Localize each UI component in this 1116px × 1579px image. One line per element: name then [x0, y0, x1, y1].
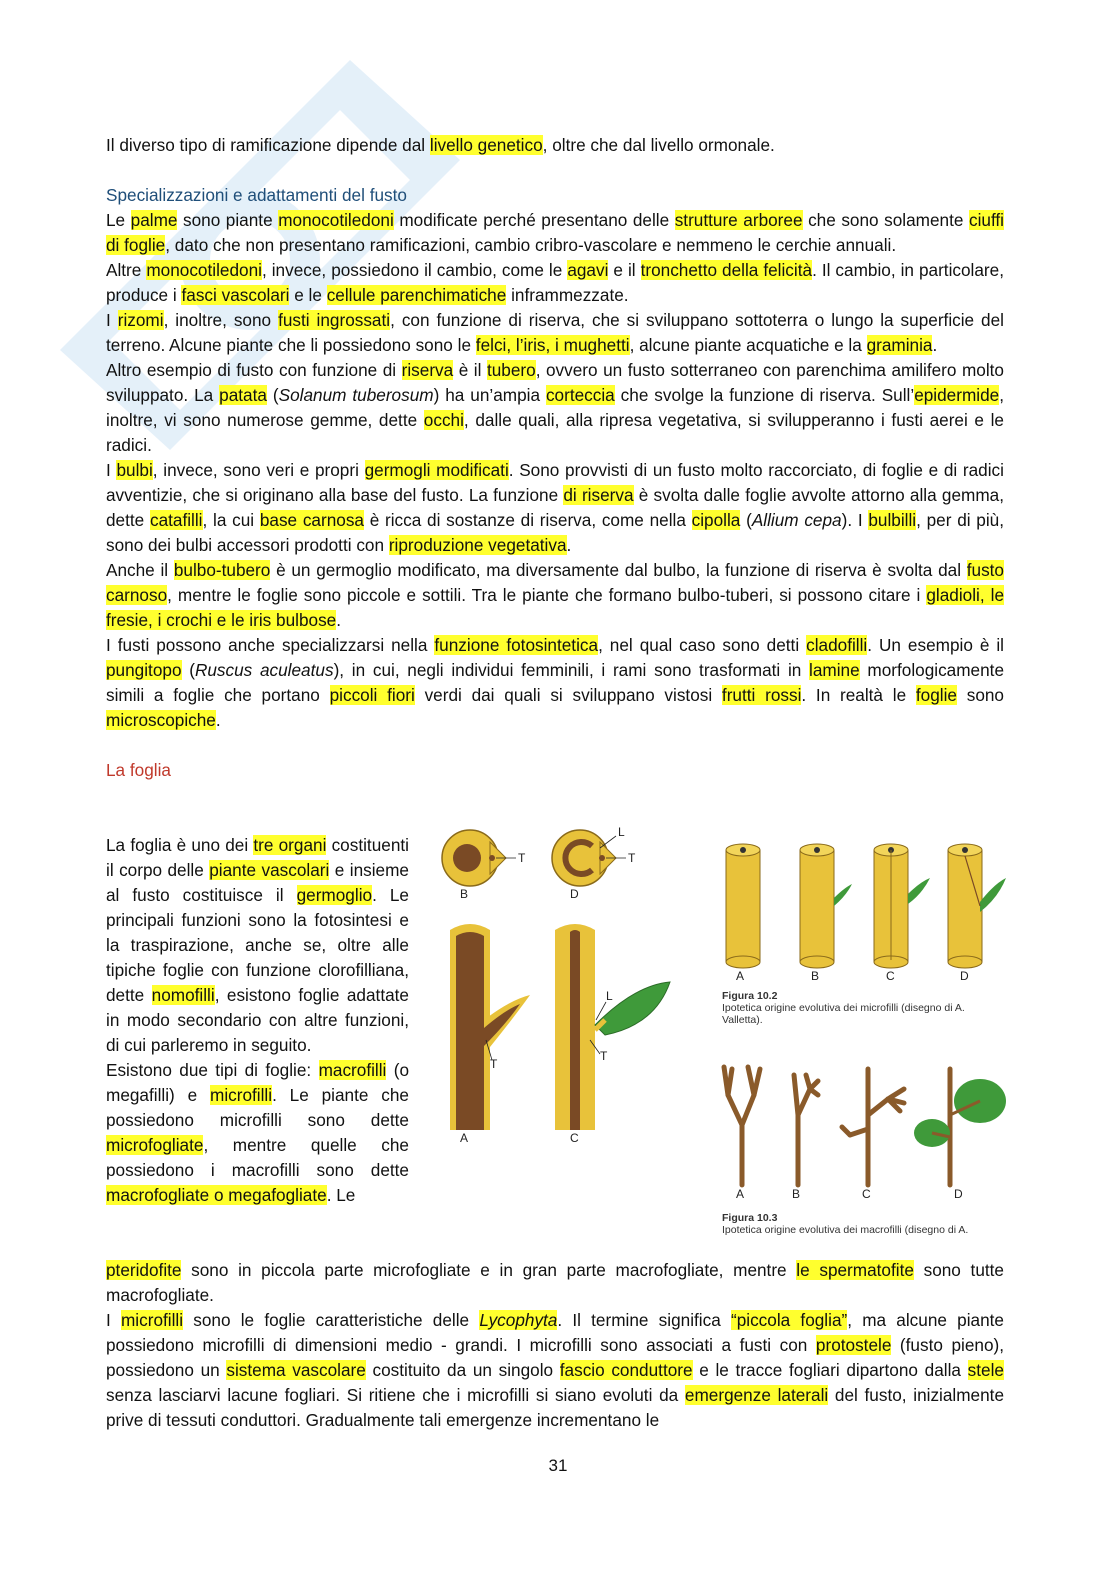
text-segment: del fusto, inizialmente prive di tessuti conduttori. Gradualmente tali emergenze incrementano le [106, 1385, 1005, 1430]
highlighted-term: lamine [809, 660, 860, 680]
text-segment: sono piante [177, 210, 279, 230]
text-segment: . Il cambio, in particolare, produce i [106, 260, 1004, 305]
text-segment: . In realtà le [801, 685, 916, 705]
text-segment: , dato che non presentano ramificazioni, cambio cribro-vascolare e nemmeno le cerchie annuali. [165, 235, 897, 255]
macrofill-branch-b [794, 1075, 818, 1185]
text-segment: , la cui [202, 510, 260, 530]
highlighted-term: cellule parenchimatiche [326, 285, 507, 305]
highlighted-term: base carnosa [259, 510, 364, 530]
highlighted-term: fasci vascolari [181, 285, 290, 305]
highlighted-term: graminia [866, 335, 933, 355]
text-segment: è svolta dalle foglie avvolte attorno alla gemma, dette [106, 485, 1004, 530]
highlighted-term: rizomi [117, 310, 164, 330]
section-title-fusto: Specializzazioni e adattamenti del fusto [106, 185, 407, 205]
text-segment: Altro esempio di fusto con funzione di [106, 360, 402, 380]
text-segment: è un germoglio modificato, ma diversamente dal bulbo, la funzione di riserva è svolta dal [270, 560, 967, 580]
fig102-label-d: D [960, 969, 969, 983]
text-segment: Esistono due tipi di foglie: [106, 1060, 319, 1080]
text-segment: costituito da un singolo [365, 1360, 560, 1380]
highlighted-term: bulbo-tubero [173, 560, 271, 580]
highlighted-term: di riserva [563, 485, 634, 505]
highlighted-term: funzione fotosintetica [434, 635, 599, 655]
highlighted-term: piccoli fiori [329, 685, 415, 705]
microfill-cylinder-c [874, 844, 930, 968]
highlighted-term: occhi [423, 410, 464, 430]
highlighted-term: pungitopo [106, 660, 182, 680]
text-segment: , invece, possiedono il cambio, come le [261, 260, 568, 280]
text-segment: ( [266, 385, 279, 405]
highlighted-term: tronchetto della felicità [640, 260, 813, 280]
text-segment: Il diverso tipo di ramificazione dipende dal [106, 135, 430, 155]
highlighted-term: bulbilli [868, 510, 917, 530]
fig103-caption: Ipotetica origine evolutiva dei macrofilli (disegno di A. [722, 1224, 969, 1236]
text-segment: . Le piante che possiedono microfilli sono dette [106, 1085, 409, 1130]
text-segment: Anche il [106, 560, 174, 580]
highlighted-term: ciuffi di foglie [106, 210, 1004, 255]
label-t4: T [600, 1049, 608, 1063]
microfill-cylinder-b [800, 844, 852, 968]
highlighted-term: microfilli [120, 1310, 184, 1330]
fig103-label-a: A [736, 1187, 745, 1200]
text-segment: (fusto pieno), possiedono un [106, 1335, 1005, 1380]
macrofill-branch-a [724, 1067, 760, 1185]
paragraph-palme [106, 208, 1004, 258]
text-segment: e le tracce fogliari dipartono dalla [692, 1360, 968, 1380]
paragraph-pteridofite [106, 1258, 1004, 1308]
paragraph-tubero [106, 358, 1004, 458]
text-segment: . Il termine significa [557, 1310, 731, 1330]
text-segment: , esistono foglie adattate in modo secondario con altre funzioni, di cui parleremo in seguito. [106, 985, 409, 1055]
highlighted-term: catafilli [149, 510, 203, 530]
text-segment: è il [453, 360, 487, 380]
text-segment: , oltre che dal livello ormonale. [542, 135, 775, 155]
fig103-title: Figura 10.3 [722, 1212, 778, 1224]
text-segment: . Sono provvisti di un fusto molto raccorciato, di foglie e di radici avventizie, che si originano alla base del fusto. La funzione [106, 460, 1004, 505]
text-segment: I [106, 310, 118, 330]
text-segment: ( [740, 510, 752, 530]
text-segment: , mentre le foglie sono piccole e sottili. Tra le piante che formano bulbo-tuberi, si possono citare i [167, 585, 927, 605]
text-segment: sono le foglie caratteristiche delle [183, 1310, 480, 1330]
highlighted-term: germoglio [296, 885, 373, 905]
highlighted-term: foglie [915, 685, 957, 705]
text-segment: e il [608, 260, 641, 280]
cross-section-d [552, 830, 626, 886]
label-t2: T [628, 851, 636, 865]
text-segment: I [106, 460, 117, 480]
label-l2: L [606, 989, 613, 1003]
highlighted-term: monocotiledoni [278, 210, 394, 230]
fig102-label-c: C [886, 969, 895, 983]
page-number: 31 [548, 1456, 568, 1475]
bottom-text-block [106, 1258, 1004, 1433]
text-segment: è ricca di sostanze di riserva, come nella [363, 510, 692, 530]
fig102-caption: Ipotetica origine evolutiva dei microfilli (disegno di A. Valletta). [722, 1002, 965, 1026]
text-segment: Solanum tuberosum [278, 385, 434, 405]
highlighted-term: Lycophyta [479, 1310, 558, 1330]
text-segment: e insieme al fusto costituisce il [106, 860, 409, 905]
fig103-label-b: B [792, 1187, 801, 1200]
highlighted-term: riproduzione vegetativa [388, 535, 567, 555]
highlighted-term: agavi [567, 260, 609, 280]
paragraph-monocotiledoni [106, 258, 1004, 308]
highlighted-term: gladioli, le fresie, i crochi e le iris bulbose [106, 585, 1004, 630]
text-segment: . Le principali funzioni sono la fotosintesi e la traspirazione, anche se, oltre alle tipiche foglie con funzione clorofilliana, dette [106, 885, 409, 1005]
text-segment: . [932, 335, 938, 355]
paragraph-cladofilli [106, 633, 1004, 733]
fig102-title: Figura 10.2 [722, 990, 778, 1002]
highlighted-term: tubero [486, 360, 536, 380]
highlighted-term: felci, l’iris, i mughetti [475, 335, 630, 355]
cross-section-b [442, 830, 516, 886]
highlighted-term: cipolla [691, 510, 741, 530]
figure-10-3 [718, 1055, 1012, 1236]
fig103-label-c: C [862, 1187, 871, 1200]
label-d: D [570, 887, 579, 901]
text-segment: , mentre quelle che possiedono i macrofilli sono dette [106, 1135, 409, 1180]
highlighted-term: piante vascolari [209, 860, 330, 880]
text-segment: , per di più, sono dei bulbi accessori prodotti con [106, 510, 1005, 555]
figure-10-2 [718, 840, 1008, 1026]
text-segment: ). I [841, 510, 869, 530]
text-segment: sono in piccola parte microfogliate e in gran parte macrofogliate, mentre [181, 1260, 797, 1280]
text-segment: che svolge la funzione di riserva. Sull’ [614, 385, 915, 405]
paragraph-foglia [106, 833, 409, 1058]
text-segment: modificate perché presentano delle [393, 210, 675, 230]
text-segment: , invece, sono veri e propri [152, 460, 365, 480]
label-t1: T [518, 851, 526, 865]
paragraph-tipi-foglie [106, 1058, 409, 1208]
highlighted-term: bulbi [116, 460, 153, 480]
fig102-label-a: A [736, 969, 745, 983]
highlighted-term: palme [130, 210, 178, 230]
highlighted-term: microfilli [210, 1085, 273, 1105]
highlighted-term: microscopiche [106, 710, 216, 730]
fig103-label-d: D [954, 1187, 963, 1200]
highlighted-term: tre organi [253, 835, 327, 855]
text-segment: . [566, 535, 572, 555]
stem-a [450, 924, 530, 1130]
highlighted-term: fusti ingrossati [278, 310, 391, 330]
text-segment: Allium cepa [751, 510, 842, 530]
leaf-intro-column [106, 833, 409, 1208]
highlighted-term: riserva [401, 360, 454, 380]
highlighted-term: emergenze laterali [684, 1385, 829, 1405]
highlighted-term: cladofilli [806, 635, 868, 655]
highlighted-term: fascio conduttore [559, 1360, 693, 1380]
label-b: B [460, 887, 469, 901]
highlighted-term: le spermatofite [796, 1260, 914, 1280]
paragraph-ramificazione [106, 133, 1004, 158]
text-segment: . [215, 710, 221, 730]
highlighted-term: fusto carnoso [106, 560, 1004, 605]
text-segment: (o megafilli) e [106, 1060, 410, 1105]
highlighted-term: macrofogliate o megafogliate [106, 1185, 327, 1205]
text-segment: verdi dai quali si sviluppano vistosi [414, 685, 722, 705]
highlighted-term: macrofilli [318, 1060, 387, 1080]
highlighted-term: “piccola foglia” [730, 1310, 848, 1330]
text-segment: Altre [106, 260, 147, 280]
highlighted-term: strutture arboree [674, 210, 803, 230]
macrofill-branch-d [914, 1069, 1006, 1185]
highlighted-term: epidermide [914, 385, 1000, 405]
highlighted-term: monocotiledoni [146, 260, 262, 280]
paragraph-rizomi [106, 308, 1004, 358]
highlighted-term: livello genetico [429, 135, 543, 155]
label-a: A [460, 1131, 469, 1145]
text-segment: , ovvero un fusto sotterraneo con parenchima amilifero molto sviluppato. La [106, 360, 1004, 405]
section-title-foglia: La foglia [106, 760, 171, 780]
highlighted-term: patata [219, 385, 267, 405]
highlighted-term: stele [967, 1360, 1004, 1380]
highlighted-term: pteridofite [106, 1260, 182, 1280]
paragraph-microfilli [106, 1308, 1004, 1433]
text-segment: e le [289, 285, 327, 305]
highlighted-term: corteccia [545, 385, 615, 405]
text-segment: . Un esempio è il [867, 635, 1005, 655]
macrofill-branch-c [842, 1069, 904, 1185]
text-segment: sono [956, 685, 1004, 705]
fig103-caption-block [722, 1212, 1012, 1236]
text-segment: , inoltre, vi sono numerose gemme, dette [106, 385, 1004, 430]
text-segment: , dalle quali, alla ripresa vegetativa, si svilupperanno i fusti aerei e le radici. [106, 410, 1004, 455]
figure-leaf-trace [420, 820, 690, 1150]
text-segment: senza lasciarvi lacune fogliari. Si ritiene che i microfilli si siano evoluti da [106, 1385, 685, 1405]
text-segment: La foglia è uno dei [106, 835, 254, 855]
text-segment: costituenti il corpo delle [106, 835, 409, 880]
fig102-label-b: B [811, 969, 820, 983]
text-segment: . Le [326, 1185, 356, 1205]
top-text-block [106, 133, 1004, 783]
microfill-cylinder-d [948, 844, 1006, 968]
text-segment: ( [181, 660, 195, 680]
highlighted-term: protostele [815, 1335, 892, 1355]
paragraph-bulbo-tubero [106, 558, 1004, 633]
highlighted-term: sistema vascolare [226, 1360, 366, 1380]
highlighted-term: germogli modificati [364, 460, 509, 480]
text-segment: , nel qual caso sono detti [598, 635, 807, 655]
text-segment: I fusti possono anche specializzarsi nella [106, 635, 435, 655]
text-segment: ) ha un’ampia [433, 385, 546, 405]
label-l1: L [618, 825, 625, 839]
text-segment: che sono solamente [802, 210, 969, 230]
text-segment: , ma alcune piante possiedono microfilli di dimensioni medio - grandi. I microfilli sono associati a fusti con [106, 1310, 1004, 1355]
text-segment: morfologicamente simili a foglie che portano [106, 660, 1005, 705]
highlighted-term: microfogliate [106, 1135, 204, 1155]
label-t3: T [490, 1057, 498, 1071]
text-segment: inframmezzate. [506, 285, 629, 305]
highlighted-term: nomofilli [151, 985, 215, 1005]
stem-c [555, 924, 670, 1130]
text-segment: . [336, 610, 341, 630]
text-segment: I [106, 1310, 121, 1330]
text-segment: ), in cui, negli individui femminili, i rami sono trasformati in [333, 660, 810, 680]
text-segment: , con funzione di riserva, che si sviluppano sottoterra o lungo la superficie del terreno. Alcune piante che li possiedono sono le [106, 310, 1004, 355]
text-segment: sono tutte macrofogliate. [106, 1260, 1004, 1305]
microfill-cylinder-a [726, 844, 760, 968]
text-segment: , inoltre, sono [163, 310, 279, 330]
text-segment: Le [106, 210, 131, 230]
label-c: C [570, 1131, 579, 1145]
fig102-caption-block [722, 990, 1007, 1026]
text-segment: , alcune piante acquatiche e la [629, 335, 867, 355]
highlighted-term: frutti rossi [721, 685, 802, 705]
paragraph-bulbi [106, 458, 1004, 558]
text-segment: Ruscus aculeatus [194, 660, 334, 680]
